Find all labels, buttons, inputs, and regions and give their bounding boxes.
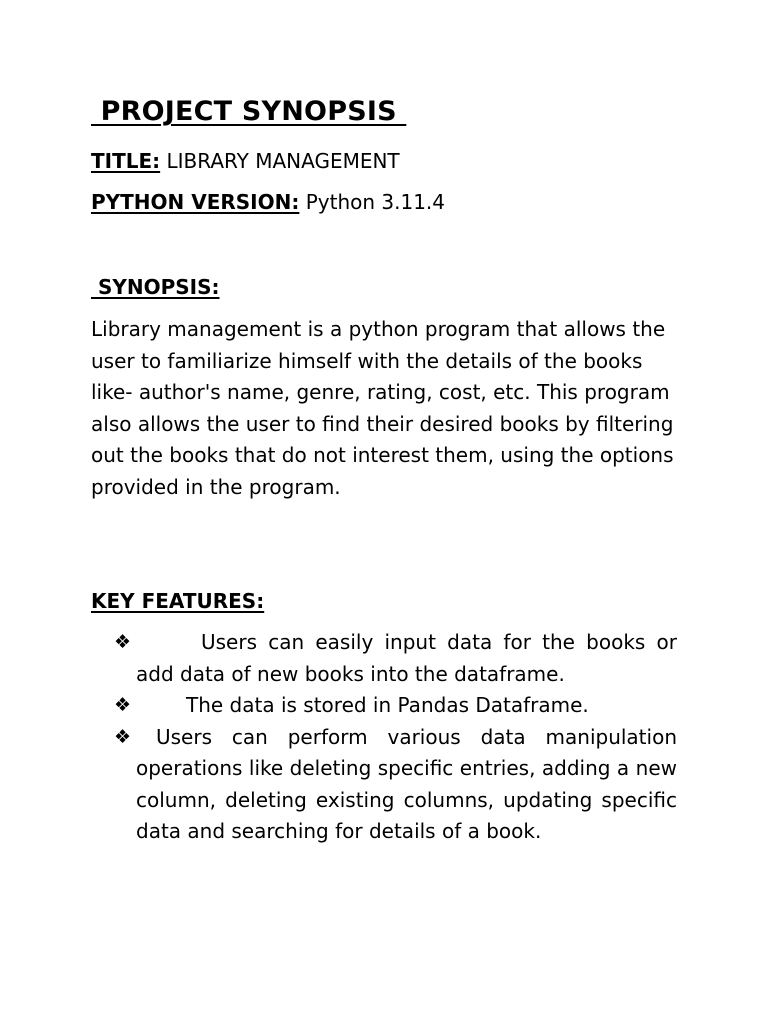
list-item [91, 690, 677, 722]
python-version-line [91, 190, 445, 214]
title-line [91, 149, 400, 173]
title-label: TITLE: [91, 149, 161, 173]
python-version-label: PYTHON VERSION: [91, 190, 300, 214]
bullet-diamond-icon: ❖ [114, 694, 132, 716]
list-item-text: Users can perform various data manipulation operations like deleting specific entries, adding a new column, deleting existing columns, updating specific data and searching for details of a book. [136, 724, 677, 843]
bullet-diamond-icon: ❖ [114, 631, 132, 653]
list-item [91, 627, 677, 690]
page-title: PROJECT SYNOPSIS [91, 96, 407, 127]
title-value: LIBRARY MANAGEMENT [160, 149, 400, 173]
bullet-diamond-icon: ❖ [114, 725, 132, 748]
synopsis-heading: SYNOPSIS: [91, 275, 220, 299]
python-version-value: Python 3.11.4 [299, 190, 446, 214]
key-features-heading: KEY FEATURES: [91, 589, 265, 613]
key-features-list [91, 627, 677, 848]
synopsis-paragraph: Library management is a python program that allows the user to familiarize himself with the details of the books like- author's name, genre, rating, cost, etc. This program also allows the user to find their desired books by filtering out the books that do not interest them, using the options provided in the program. [91, 317, 674, 499]
list-item-text: Users can easily input data for the books or add data of new books into the dataframe. [136, 630, 677, 686]
list-item-text: The data is stored in Pandas Dataframe. [186, 693, 589, 717]
list-item [91, 722, 677, 848]
